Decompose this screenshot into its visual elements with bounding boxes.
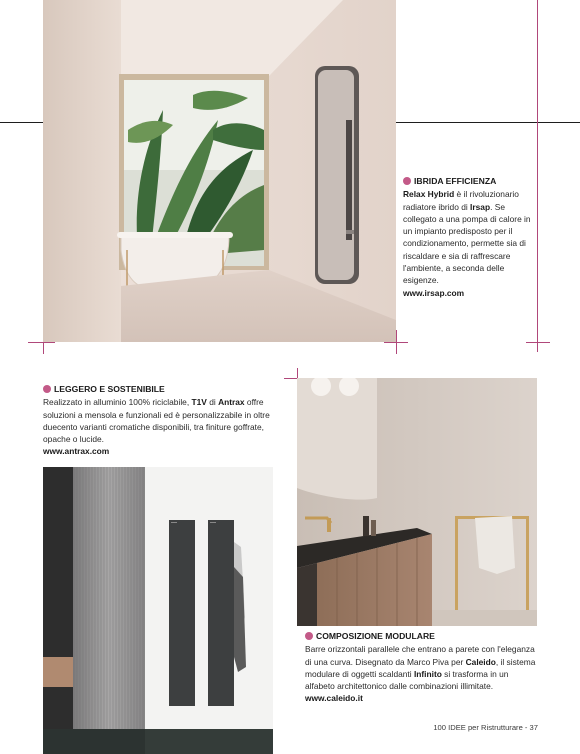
caption-title-row — [403, 175, 534, 187]
crop-mark-v-right-top — [537, 0, 538, 352]
caption-title: LEGGERO E SOSTENIBILE — [54, 384, 165, 394]
brand-relax-hybrid: Relax Hybrid — [403, 189, 455, 200]
link-caleido[interactable]: www.caleido.it — [305, 693, 363, 704]
caption-text: Realizzato in alluminio 100% riciclabile, — [43, 397, 192, 408]
caption-composizione-modulare — [305, 630, 539, 705]
crop-mark-v-2 — [396, 330, 397, 354]
top-right-rule — [396, 122, 580, 123]
caption-text: offre soluzioni a mensola e funzionali ed è personalizzabile in oltre duecento varianti cromatiche disponibili, tra finiture goffrate, opache o lucide. — [43, 397, 270, 445]
caption-body — [305, 643, 539, 692]
brand-infinito: Infinito — [413, 668, 442, 679]
link-irsap[interactable]: www.irsap.com — [403, 287, 465, 298]
caption-ibrida-efficienza — [403, 175, 534, 299]
photo-vertical-radiators-art — [43, 467, 273, 754]
caption-text: . Se collegato a una pompa di calore in un impianto predisposto per il condizionamento, permette sia di riscaldare e sia di raffrescare l'ambiente, a seconda delle esigenze. — [403, 201, 531, 286]
bullet-icon — [43, 385, 51, 393]
photo-bathroom-radiator — [43, 0, 396, 342]
caption-text: di — [206, 397, 219, 408]
brand-caleido: Caleido — [465, 656, 496, 667]
caption-title-row — [305, 630, 539, 642]
bullet-icon — [403, 177, 411, 185]
top-left-rule — [0, 122, 43, 123]
caption-title: IBRIDA EFFICIENZA — [414, 176, 497, 186]
caption-text: si trasforma in un alfabeto architettonico dalle combinazioni illimitate. — [305, 668, 509, 692]
brand-antrax: Antrax — [218, 397, 245, 408]
caption-body — [43, 396, 275, 445]
caption-body — [403, 188, 534, 286]
brand-irsap: Irsap — [470, 201, 491, 212]
page-footer: 100 IDEE per Ristrutturare - 37 — [433, 723, 538, 732]
brand-t1v: T1V — [191, 397, 207, 408]
photo-bathroom-radiator-art — [43, 0, 396, 342]
photo-vertical-radiators — [43, 467, 273, 754]
link-antrax[interactable]: www.antrax.com — [43, 446, 110, 457]
photo-modular-bathroom — [297, 378, 537, 626]
caption-leggero-sostenibile — [43, 383, 275, 458]
caption-title: COMPOSIZIONE MODULARE — [316, 631, 435, 641]
caption-text: è il rivoluzionario radiatore ibrido di — [403, 189, 519, 212]
photo-modular-bathroom-art — [297, 378, 537, 626]
crop-mark-h-3 — [526, 342, 550, 343]
crop-mark-h-1 — [28, 342, 55, 343]
bullet-icon — [305, 632, 313, 640]
caption-title-row — [43, 383, 275, 395]
caption-text: Barre orizzontali parallele che entrano a parete con l'eleganza di una curva. Disegnato da Marco Piva per — [305, 644, 535, 667]
caption-text: , il sistema modulare di oggetti scaldanti — [305, 656, 536, 679]
